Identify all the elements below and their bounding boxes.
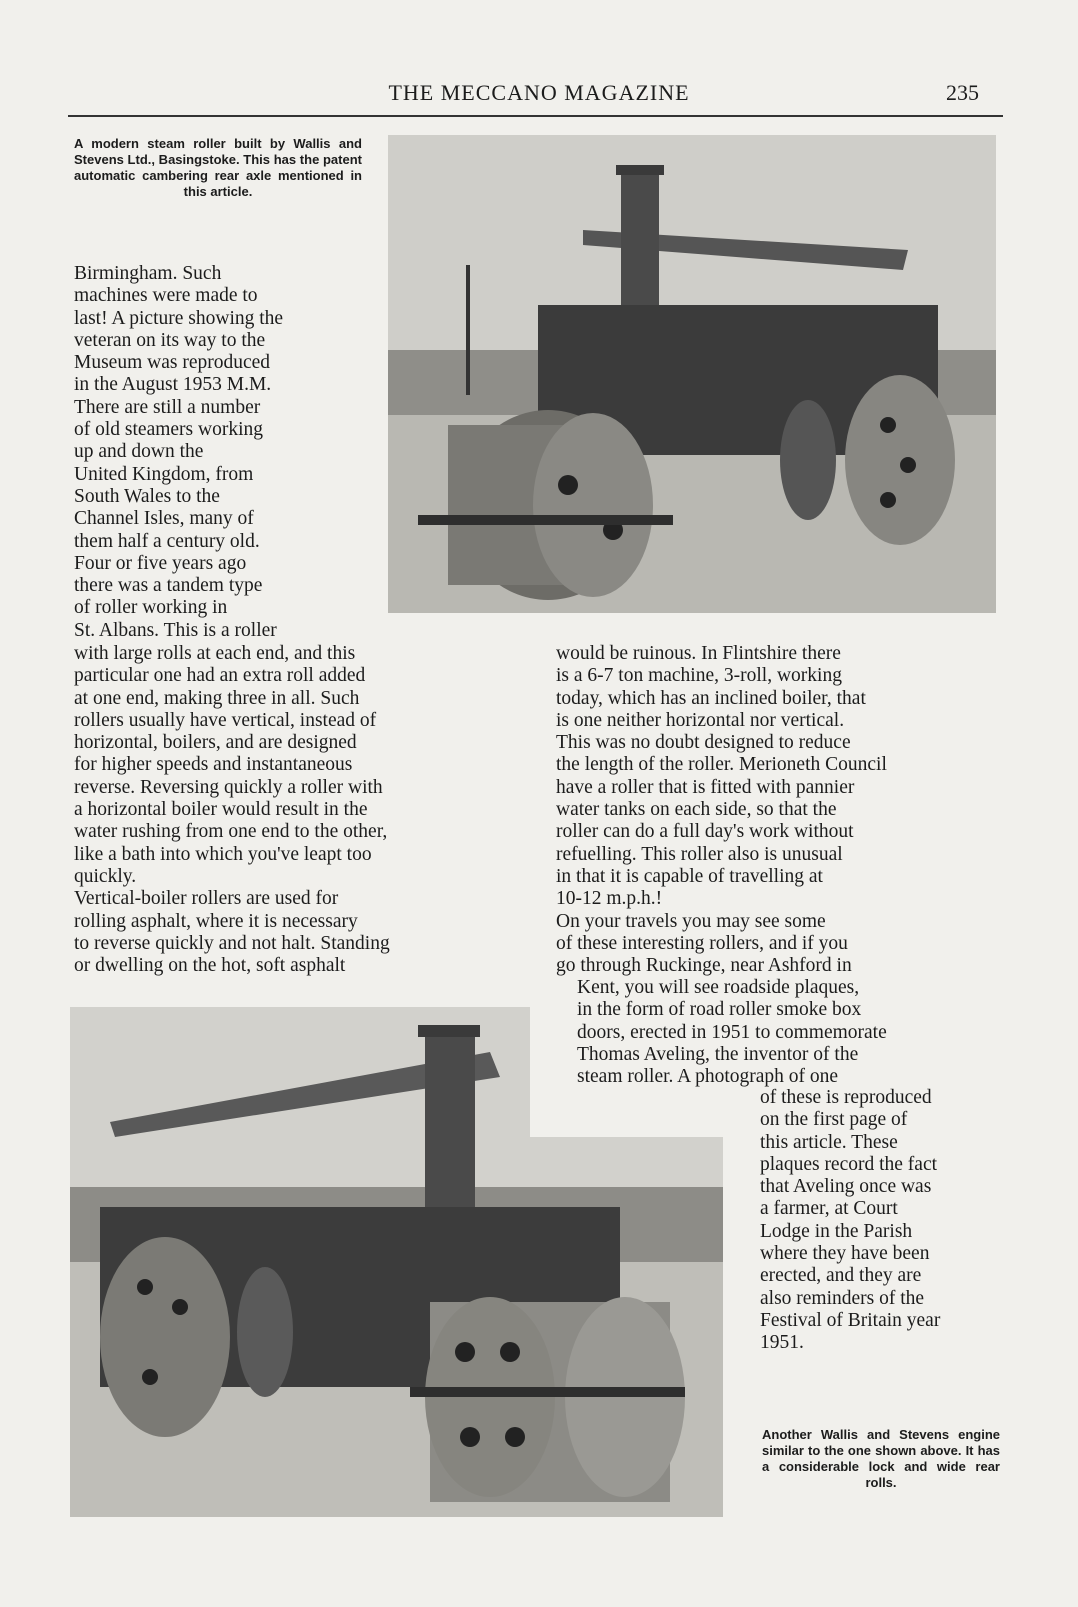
photo-caption-bottom: Another Wallis and Stevens engine similar to the one shown above. It has a considerable lock and wide rear rolls. <box>762 1427 1000 1490</box>
running-header: THE MECCANO MAGAZINE <box>388 80 690 105</box>
page-number: 235 <box>946 80 979 105</box>
article-column-right-mid: Kent, you will see roadside plaques, in the form of road roller smoke box doors, erected in 1951 to commemorate Thomas Aveling, the inventor of the steam roller. A photograph of one <box>577 977 887 1088</box>
article-column-right-wide: would be ruinous. In Flintshire there is a 6-7 ton machine, 3-roll, working today, which has an inclined boiler, that is one neither horizontal nor vertical. This was no doubt designed to reduce the length of the roller. Merioneth Council have a roller that is fitted with pannier water tanks on each side, so that the roller can do a full day's work without refuelling. This roller also is unusual in that it is capable of travelling at 10-12 m.p.h.! On your travels you may see some of these interesting rollers, and if you go through Ruckinge, near Ashford in <box>556 643 887 977</box>
article-column-left-narrow: Birmingham. Such machines were made to last! A picture showing the veteran on its way to the Museum was reproduced in the August 1953 M.M. There are still a number of old steamers working up and down the United Kingdom, from South Wales to the Channel Isles, many of them half a century old. Four or five years ago there was a tandem type of roller working in St. Albans. This is a roller <box>74 263 284 641</box>
article-column-left-wide: with large rolls at each end, and this particular one had an extra roll added at one end, making three in all. Such rollers usually have vertical, instead of horizontal, boilers, and are designed for higher speeds and instantaneous reverse. Reversing quickly a roller with a horizontal boiler would result in the water rushing from one end to the other, like a bath into which you've leapt too quickly. Vertical-boiler rollers are used for rolling asphalt, where it is necessary to reverse quickly and not halt. Standing or dwelling on the hot, soft asphalt <box>74 643 390 977</box>
steam-roller-photo-top <box>388 135 996 613</box>
photo-caption-top: A modern steam roller built by Wallis and Stevens Ltd., Basingstoke. This has the patent automatic cambering rear axle mentioned in this article. <box>74 136 362 199</box>
article-column-right-narrow: of these is reproduced on the first page of this article. These plaques record the fact that Aveling once was a farmer, at Court Lodge in the Parish where they have been erected, and they are also reminders of the Festival of Britain year 1951. <box>760 1087 941 1354</box>
steam-roller-illustration-top <box>388 135 996 613</box>
header-rule <box>68 115 1003 117</box>
